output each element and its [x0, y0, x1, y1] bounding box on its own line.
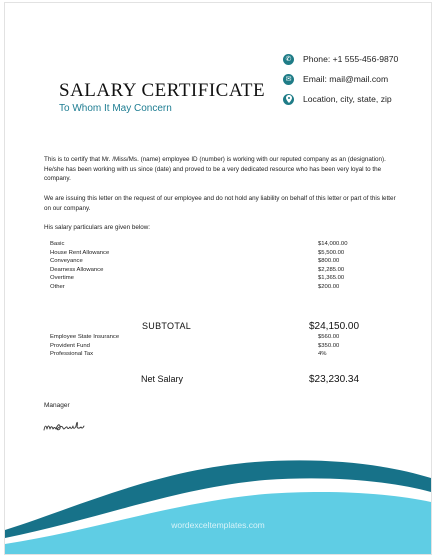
deduction-row: [50, 334, 370, 343]
contact-phone-text: Phone: +1 555-456-9870: [303, 54, 399, 64]
earning-row: [50, 275, 370, 284]
earning-amount: $800.00: [318, 258, 340, 264]
earning-row: [50, 258, 370, 267]
footer-wave-decoration: [5, 458, 431, 554]
contact-phone: [283, 49, 398, 69]
footer-website: wordexceltemplates.com: [171, 520, 265, 530]
earning-row: [50, 241, 370, 250]
earning-label: Basic: [50, 241, 65, 247]
earning-row: [50, 250, 370, 259]
handwritten-signature: [42, 417, 86, 435]
deduction-row: [50, 343, 370, 352]
signature-image: [42, 417, 86, 440]
phone-icon: ✆: [283, 54, 294, 65]
earning-label: Conveyance: [50, 258, 83, 264]
deduction-amount: 4%: [318, 351, 327, 357]
deductions-list: [50, 334, 370, 360]
contact-email: [283, 69, 398, 89]
body-paragraph-3: His salary particulars are given below:: [44, 224, 151, 231]
earning-row: [50, 267, 370, 276]
earning-amount: $1,365.00: [318, 275, 345, 281]
earning-amount: $200.00: [318, 283, 340, 290]
earning-amount: $5,500.00: [318, 249, 345, 256]
deduction-amount: $560.00: [318, 334, 340, 340]
subtotal-label: SUBTOTAL: [142, 321, 192, 331]
earnings-list: [50, 241, 370, 292]
deduction-row: [50, 351, 370, 360]
deduction-label: Employee State Insurance: [50, 334, 120, 340]
certificate-page: [4, 2, 432, 555]
location-pin-icon: [283, 94, 294, 105]
contact-location-text: Location, city, state, zip: [303, 94, 392, 104]
manager-title: Manager: [44, 402, 70, 409]
earning-label: Dearness Allowance: [50, 266, 104, 273]
net-salary-amount: $23,230.34: [309, 374, 360, 385]
document-title: SALARY CERTIFICATE: [59, 80, 266, 101]
earning-row: [50, 284, 370, 293]
mail-icon: ✉: [283, 74, 294, 85]
deduction-label: Professional Tax: [50, 351, 94, 357]
contact-block: [283, 49, 398, 109]
earning-label: Other: [50, 283, 65, 290]
document-subtitle: To Whom It May Concern: [59, 103, 172, 114]
subtotal-amount: $24,150.00: [309, 321, 360, 332]
contact-location: [283, 89, 398, 109]
earning-label: House Rent Allowance: [50, 249, 110, 256]
net-salary-label: Net Salary: [141, 374, 184, 384]
earning-amount: $2,285.00: [318, 266, 345, 273]
body-paragraph-2: We are issuing this letter on the request of our employee and do not hold any liability on behalf of this letter or part of this letter on our company.: [44, 195, 396, 212]
deduction-label: Provident Fund: [50, 342, 90, 349]
location-pin-shape: [286, 95, 292, 103]
body-paragraph-1: This is to certify that Mr. /Miss/Ms. (name) employee ID (number) is working with our reputed company as an (designation). He/she has been working with us since (date) and proved to be a very dedicated resource who has been very loyal to the company.: [44, 156, 386, 183]
contact-email-text: Email: mail@mail.com: [303, 74, 389, 84]
earning-label: Overtime: [50, 275, 74, 281]
earning-amount: $14,000.00: [318, 241, 348, 247]
deduction-amount: $350.00: [318, 342, 340, 349]
